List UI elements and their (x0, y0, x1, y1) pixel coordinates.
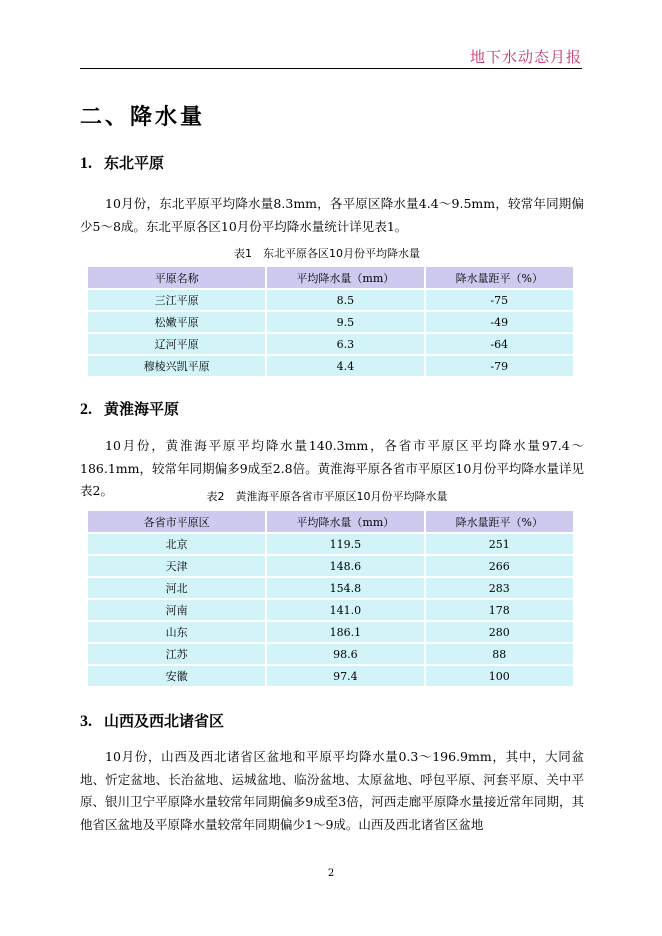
section-number: 1. (80, 155, 92, 172)
table-2 (86, 509, 575, 688)
table-row (88, 356, 573, 376)
section-title: 东北平原 (104, 154, 165, 172)
table-cell: 安徽 (88, 666, 265, 686)
table-cell: 河南 (88, 600, 265, 620)
table-cell: -75 (426, 290, 573, 310)
header-title: 地下水动态月报 (469, 48, 582, 66)
table-cell: 河北 (88, 578, 265, 598)
table-row (88, 334, 573, 354)
table-row (88, 666, 573, 686)
table-cell: 江苏 (88, 644, 265, 664)
table-header-cell: 降水量距平（%） (426, 511, 573, 532)
chapter-title: 二、降水量 (80, 105, 206, 130)
table-1-caption: 表1 东北平原各区10月份平均降水量 (234, 247, 420, 260)
table-cell: -49 (426, 312, 573, 332)
table-row (88, 622, 573, 642)
table-header-row (88, 511, 573, 532)
section-2-paragraph: 10月份，黄淮海平原平均降水量140.3mm，各省市平原区平均降水量97.4～186.1mm，较常年同期偏多9成至2.8倍。黄淮海平原各省市平原区10月份平均降水量详见表2。 (80, 438, 584, 498)
page-number: 2 (327, 868, 335, 879)
table-row (88, 644, 573, 664)
table-cell: 100 (426, 666, 573, 686)
table-cell: 天津 (88, 556, 265, 576)
table-header-cell: 各省市平原区 (88, 511, 265, 532)
section-1-paragraph: 10月份，东北平原平均降水量8.3mm，各平原区降水量4.4～9.5mm，较常年同期偏少5～8成。东北平原各区10月份平均降水量统计详见表1。 (80, 196, 584, 234)
table-row (88, 290, 573, 310)
table-cell: 北京 (88, 534, 265, 554)
section-title: 山西及西北诸省区 (104, 712, 225, 730)
table-cell: 9.5 (267, 312, 423, 332)
table-cell: 119.5 (267, 534, 423, 554)
table-cell: -79 (426, 356, 573, 376)
table-1 (86, 265, 575, 378)
table-cell: 186.1 (267, 622, 423, 642)
header-rule (80, 68, 582, 69)
table-cell: 松嫩平原 (88, 312, 265, 332)
table-header-cell: 平均降水量（mm） (267, 511, 423, 532)
table-row (88, 556, 573, 576)
table-row (88, 578, 573, 598)
table-cell: 6.3 (267, 334, 423, 354)
table-cell: 98.6 (267, 644, 423, 664)
table-cell: 283 (426, 578, 573, 598)
table-header-cell: 平均降水量（mm） (267, 267, 423, 288)
table-cell: 8.5 (267, 290, 423, 310)
section-3-paragraph: 10月份，山西及西北诸省区盆地和平原平均降水量0.3～196.9mm，其中，大同盆地、忻定盆地、长治盆地、运城盆地、临汾盆地、太原盆地、呼包平原、河套平原、关中平原、银川卫宁平原降水量较常年同期偏多9成至3倍，河西走廊平原降水量接近常年同期，其他省区盆地及平原降水量较常年同期偏少1～9成。山西及西北诸省区盆地 (80, 749, 584, 832)
table-cell: 154.8 (267, 578, 423, 598)
table-header-cell: 平原名称 (88, 267, 265, 288)
section-number: 2. (80, 401, 92, 418)
table-2-caption: 表2 黄淮海平原各省市平原区10月份平均降水量 (206, 490, 448, 503)
table-cell: 266 (426, 556, 573, 576)
table-cell: 148.6 (267, 556, 423, 576)
table-cell: 251 (426, 534, 573, 554)
section-2-heading (80, 398, 179, 419)
section-1-heading (80, 152, 164, 173)
table-cell: 88 (426, 644, 573, 664)
table-cell: 97.4 (267, 666, 423, 686)
table-cell: 穆棱兴凯平原 (88, 356, 265, 376)
table-row (88, 600, 573, 620)
table-cell: 4.4 (267, 356, 423, 376)
table-cell: 山东 (88, 622, 265, 642)
section-number: 3. (80, 713, 92, 730)
section-title: 黄淮海平原 (104, 400, 180, 418)
table-cell: -64 (426, 334, 573, 354)
table-cell: 辽河平原 (88, 334, 265, 354)
table-row (88, 312, 573, 332)
section-3-heading (80, 710, 224, 731)
table-cell: 178 (426, 600, 573, 620)
table-header-cell: 降水量距平（%） (426, 267, 573, 288)
table-cell: 三江平原 (88, 290, 265, 310)
table-header-row (88, 267, 573, 288)
table-cell: 280 (426, 622, 573, 642)
table-cell: 141.0 (267, 600, 423, 620)
table-row (88, 534, 573, 554)
